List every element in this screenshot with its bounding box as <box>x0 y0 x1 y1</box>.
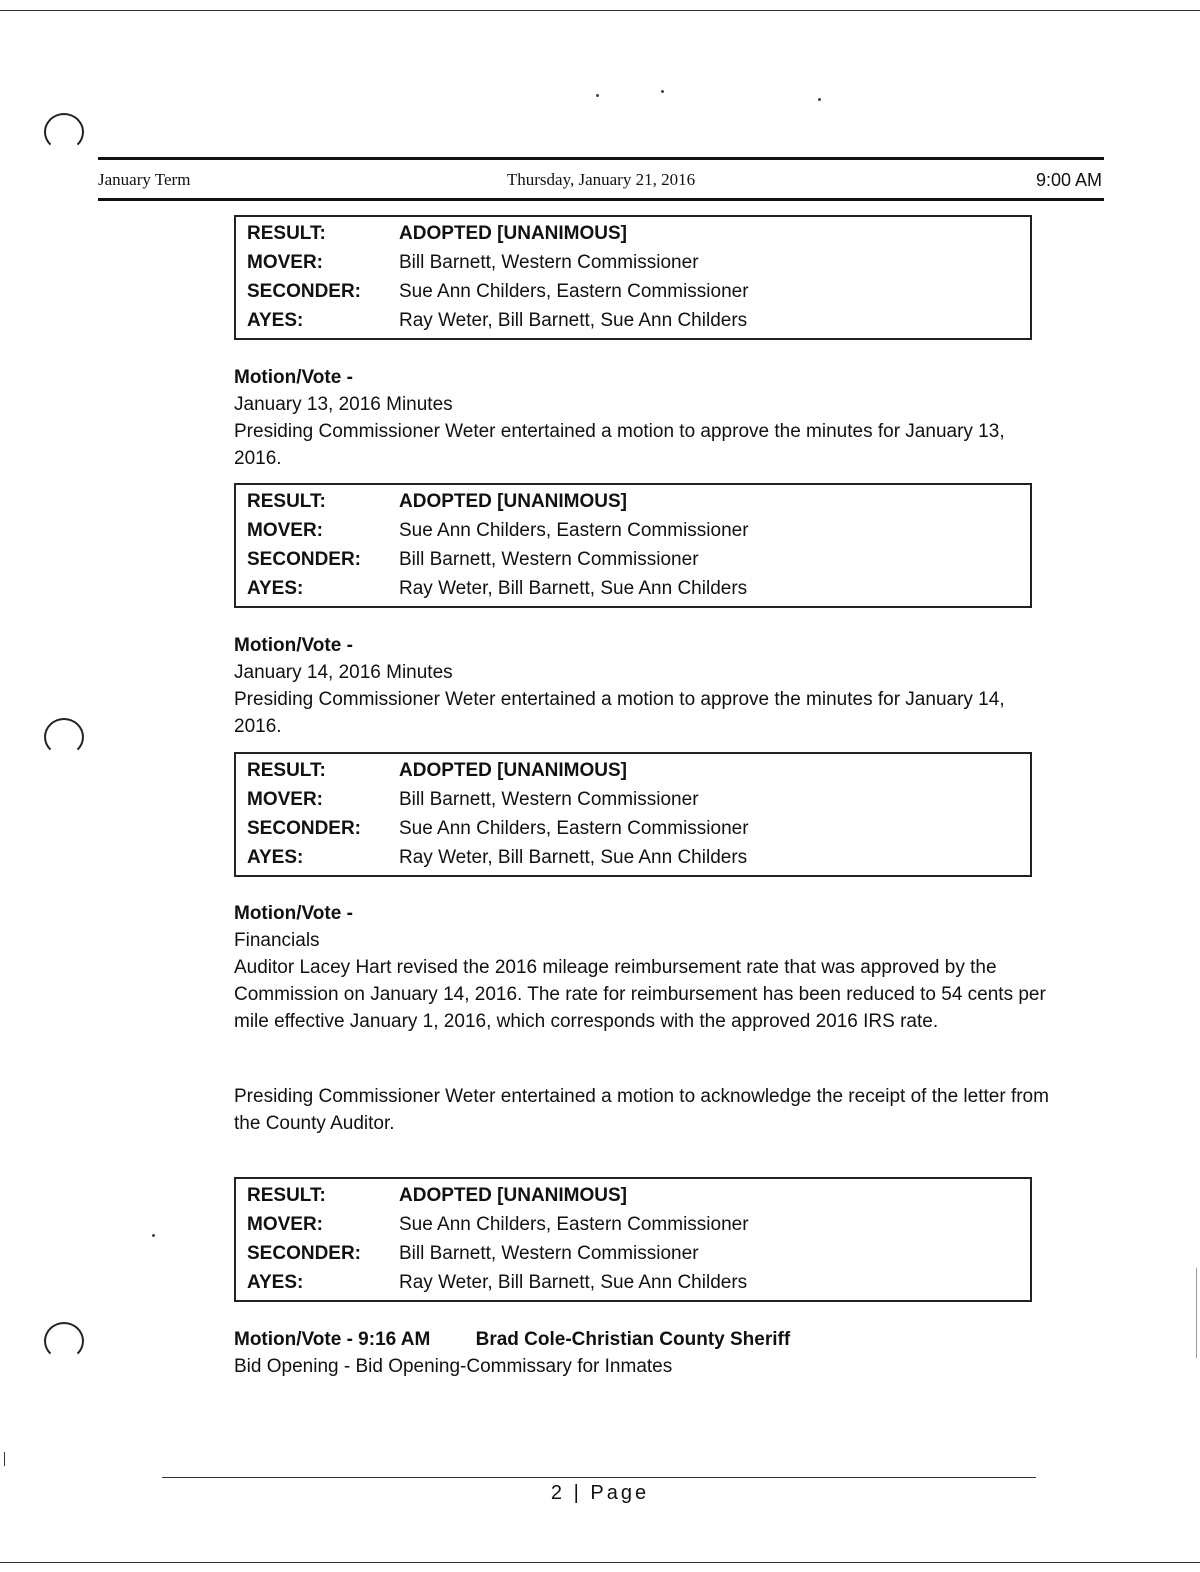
mover-row <box>236 785 1030 814</box>
ayes-row <box>236 306 1030 335</box>
scan-speck <box>152 1234 155 1237</box>
ayes-row <box>236 574 1030 603</box>
punch-hole <box>44 718 84 756</box>
ayes-label: AYES: <box>247 310 304 331</box>
seconder-value: Sue Ann Childers, Eastern Commissioner <box>399 818 749 839</box>
page-number-value: 2 <box>550 1482 566 1504</box>
mover-row <box>236 248 1030 277</box>
result-label: RESULT: <box>247 1185 326 1206</box>
ayes-label: AYES: <box>247 847 304 868</box>
mover-row <box>236 1210 1030 1239</box>
motion-subject: Bid Opening - Bid Opening-Commissary for Inmates <box>234 1356 673 1377</box>
ayes-value: Ray Weter, Bill Barnett, Sue Ann Childers <box>399 578 748 599</box>
motion-heading: Motion/Vote - 9:16 AM <box>234 1329 431 1350</box>
page-separator: | <box>573 1482 582 1504</box>
result-value: ADOPTED [UNANIMOUS] <box>399 223 627 244</box>
seconder-row <box>236 1239 1030 1268</box>
seconder-row <box>236 545 1030 574</box>
mover-value: Sue Ann Childers, Eastern Commissioner <box>399 520 749 541</box>
motion-presenter: Brad Cole-Christian County Sheriff <box>475 1329 791 1350</box>
motion-heading: Motion/Vote - <box>234 367 353 388</box>
motion-heading: Motion/Vote - <box>234 903 353 924</box>
seconder-row <box>236 277 1030 306</box>
page-number <box>0 1482 1200 1505</box>
scan-edge-bottom <box>0 1562 1200 1563</box>
result-label: RESULT: <box>247 223 326 244</box>
seconder-row <box>236 814 1030 843</box>
motion-section <box>234 900 1054 1137</box>
ayes-value: Ray Weter, Bill Barnett, Sue Ann Childers <box>399 310 748 331</box>
vote-result-table <box>234 483 1032 608</box>
motion-body: Presiding Commissioner Weter entertained a motion to approve the minutes for January 14, 2016. <box>234 689 1005 737</box>
result-row <box>236 756 1030 785</box>
motion-body: Auditor Lacey Hart revised the 2016 mileage reimbursement rate that was approved by the Commission on January 14, 2016. The rate for reimbursement has been reduced to 54 cents per mile effective January 1, 2016, which corresponds with the approved 2016 IRS rate. <box>234 957 1046 1032</box>
mover-row <box>236 516 1030 545</box>
seconder-label: SECONDER: <box>247 549 362 570</box>
scan-speck <box>596 94 599 97</box>
mover-value: Bill Barnett, Western Commissioner <box>399 789 699 810</box>
result-value: ADOPTED [UNANIMOUS] <box>399 491 627 512</box>
seconder-value: Sue Ann Childers, Eastern Commissioner <box>399 281 749 302</box>
footer-rule <box>162 1477 1036 1478</box>
motion-subject: January 13, 2016 Minutes <box>234 394 453 415</box>
mover-value: Bill Barnett, Western Commissioner <box>399 252 699 273</box>
result-label: RESULT: <box>247 491 326 512</box>
result-row <box>236 219 1030 248</box>
mover-label: MOVER: <box>247 1214 323 1235</box>
punch-hole <box>44 1322 84 1360</box>
ayes-row <box>236 843 1030 872</box>
seconder-label: SECONDER: <box>247 1243 362 1264</box>
motion-section <box>234 364 1054 472</box>
seconder-value: Bill Barnett, Western Commissioner <box>399 1243 699 1264</box>
seconder-label: SECONDER: <box>247 281 362 302</box>
motion-subject: January 14, 2016 Minutes <box>234 662 453 683</box>
result-value: ADOPTED [UNANIMOUS] <box>399 1185 627 1206</box>
motion-body: Presiding Commissioner Weter entertained a motion to approve the minutes for January 13, 2016. <box>234 421 1005 469</box>
mover-value: Sue Ann Childers, Eastern Commissioner <box>399 1214 749 1235</box>
meeting-time: 9:00 AM <box>1035 170 1102 190</box>
motion-body-followup: Presiding Commissioner Weter entertained a motion to acknowledge the receipt of the letter from the County Auditor. <box>234 1086 1049 1134</box>
mover-label: MOVER: <box>247 252 323 273</box>
result-row <box>236 487 1030 516</box>
scan-mark <box>1196 1268 1197 1358</box>
ayes-row <box>236 1268 1030 1297</box>
motion-subject: Financials <box>234 930 320 951</box>
vote-result-table <box>234 1177 1032 1302</box>
scan-speck <box>818 98 821 101</box>
motion-section <box>234 1326 1054 1380</box>
result-label: RESULT: <box>247 760 326 781</box>
page-word: Page <box>590 1482 650 1504</box>
ayes-value: Ray Weter, Bill Barnett, Sue Ann Childers <box>399 1272 748 1293</box>
meeting-date: Thursday, January 21, 2016 <box>506 170 696 189</box>
result-value: ADOPTED [UNANIMOUS] <box>399 760 627 781</box>
motion-heading-line <box>234 1326 1054 1353</box>
mover-label: MOVER: <box>247 789 323 810</box>
mover-label: MOVER: <box>247 520 323 541</box>
ayes-label: AYES: <box>247 1272 304 1293</box>
scan-mark <box>4 1452 5 1466</box>
term-label: January Term <box>98 170 191 189</box>
vote-result-table <box>234 752 1032 877</box>
scan-edge-top <box>0 10 1200 11</box>
motion-heading: Motion/Vote - <box>234 635 353 656</box>
punch-hole <box>44 113 84 151</box>
motion-section <box>234 632 1054 740</box>
ayes-label: AYES: <box>247 578 304 599</box>
seconder-label: SECONDER: <box>247 818 362 839</box>
vote-result-table <box>234 215 1032 340</box>
result-row <box>236 1181 1030 1210</box>
ayes-value: Ray Weter, Bill Barnett, Sue Ann Childers <box>399 847 748 868</box>
page-header <box>98 157 1104 201</box>
seconder-value: Bill Barnett, Western Commissioner <box>399 549 699 570</box>
scan-speck <box>661 90 664 93</box>
